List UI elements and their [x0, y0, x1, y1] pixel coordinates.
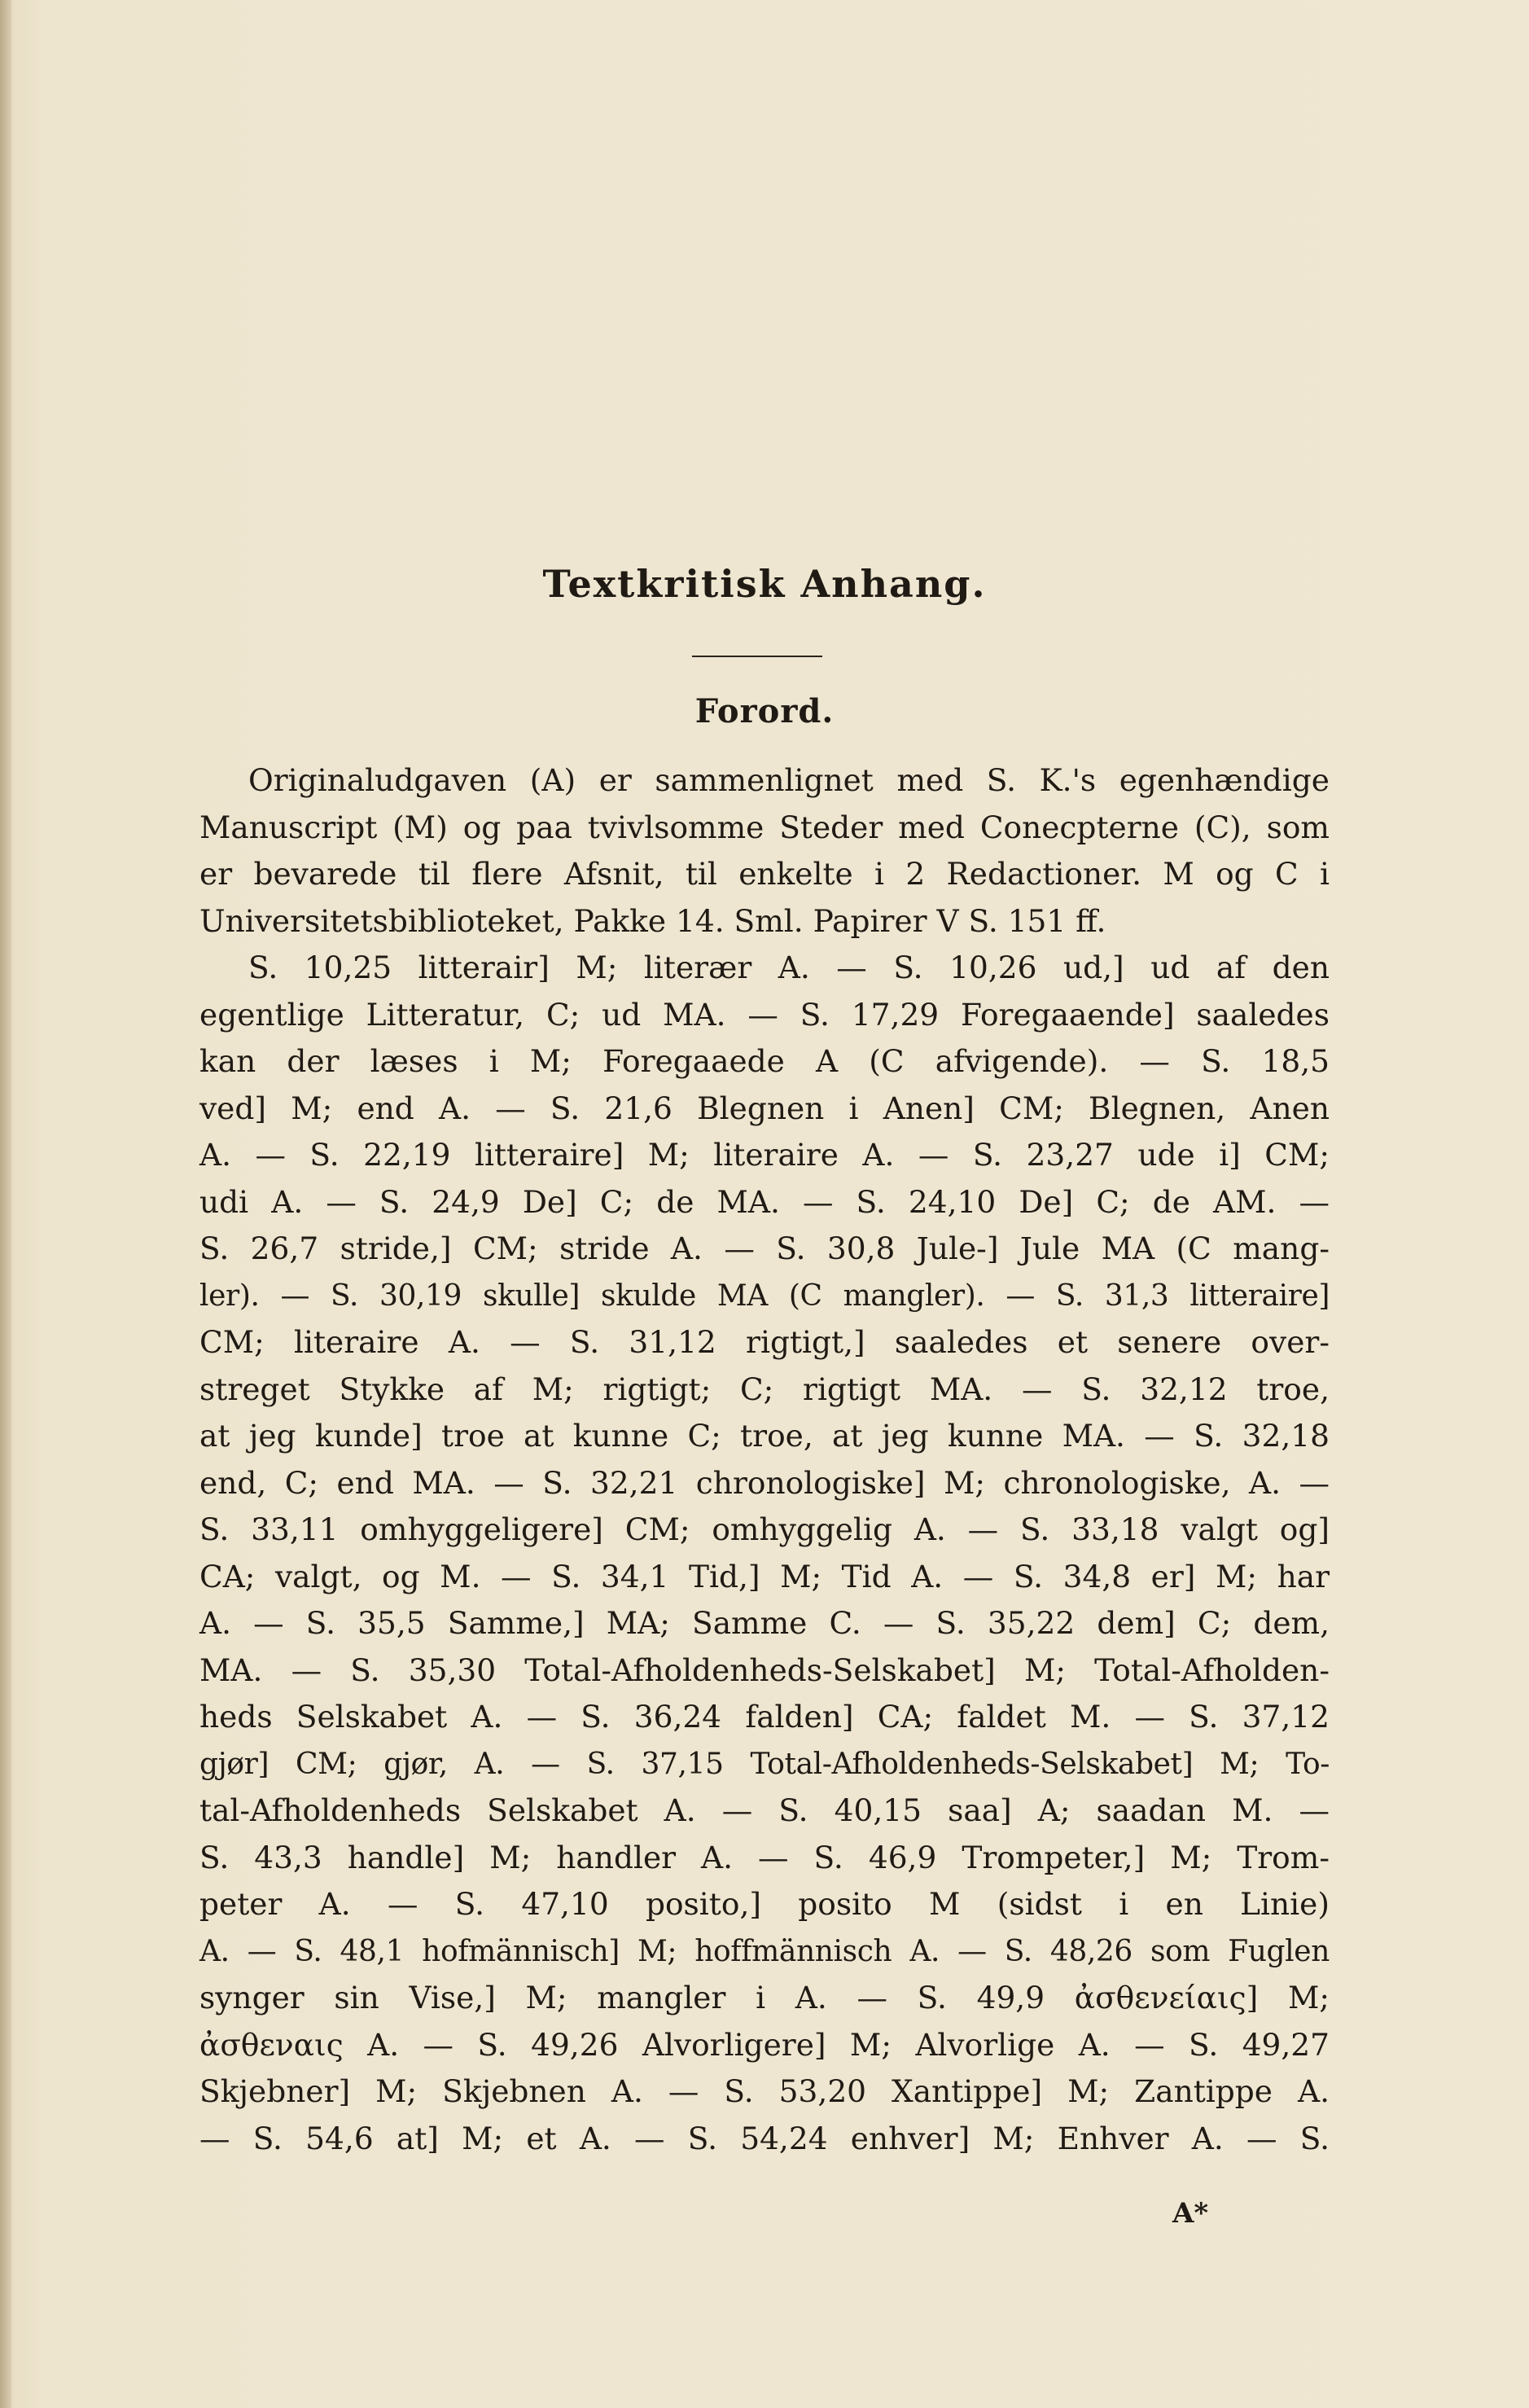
text-line: egentlige Litteratur, C; ud MA. — S. 17,29 Foregaaende] saaledes [199, 996, 1330, 1033]
text-line: kan der læses i M; Foregaaede A (C afvigende). — S. 18,5 [199, 1043, 1330, 1079]
text-line: — S. 54,6 at] M; et A. — S. 54,24 enhver] M; Enhver A. — S. [199, 2120, 1330, 2156]
text-line: at jeg kunde] troe at kunne C; troe, at jeg kunne MA. — S. 32,18 [199, 1418, 1330, 1454]
text-line: peter A. — S. 47,10 posito,] posito M (sidst i en Linie) [199, 1886, 1330, 1922]
text-line: S. 10,25 litterair] M; literær A. — S. 10,26 ud,] ud af den [248, 950, 1330, 985]
text-line: streget Stykke af M; rigtigt; C; rigtigt MA. — S. 32,12 troe, [199, 1371, 1330, 1407]
page-binding-edge [0, 0, 11, 2408]
text-line: Skjebner] M; Skjebnen A. — S. 53,20 Xantippe] M; Zantippe A. [199, 2073, 1330, 2109]
text-line: synger sin Vise,] M; mangler i A. — S. 49,9 ἀσθενείαις] M; [199, 1980, 1330, 2015]
text-line: ved] M; end A. — S. 21,6 Blegnen i Anen] CM; Blegnen, Anen [199, 1090, 1330, 1126]
text-line: MA. — S. 35,30 Total-Afholdenheds-Selskabet] M; Total-Afholden- [199, 1651, 1330, 1688]
text-line: CA; valgt, og M. — S. 34,1 Tid,] M; Tid A. — S. 34,8 er] M; har [199, 1558, 1330, 1594]
text-line: S. 26,7 stride,] CM; stride A. — S. 30,8 Jule-] Jule MA (C mang- [199, 1230, 1330, 1266]
text-line: Originaludgaven (A) er sammenlignet med S. K.'s egenhændige [248, 762, 1330, 798]
text-line: A. — S. 35,5 Samme,] MA; Samme C. — S. 35,22 dem] C; dem, [199, 1605, 1330, 1641]
text-line: end, C; end MA. — S. 32,21 chronologiske] M; chronologiske, A. — [199, 1464, 1330, 1501]
text-line: S. 33,11 omhyggeligere] CM; omhyggelig A. — S. 33,18 valgt og] [199, 1511, 1330, 1547]
page-title: Textkritisk Anhang. [542, 562, 987, 606]
text-line: gjør] CM; gjør, A. — S. 37,15 Total-Afholdenheds-Selskabet] M; To- [199, 1747, 1330, 1781]
text-line: S. 43,3 handle] M; handler A. — S. 46,9 Trompeter,] M; Trom- [199, 1839, 1330, 1875]
text-line: udi A. — S. 24,9 De] C; de MA. — S. 24,10 De] C; de AM. — [199, 1183, 1330, 1220]
text-line: CM; literaire A. — S. 31,12 rigtigt,] saaledes et senere over- [199, 1324, 1330, 1360]
text-line: Universitetsbiblioteket, Pakke 14. Sml. Papirer V S. 151 ff. [199, 902, 1106, 939]
text-line: tal-Afholdenheds Selskabet A. — S. 40,15 saa] A; saadan M. — [199, 1792, 1330, 1828]
signature-mark: A* [1172, 2197, 1209, 2230]
text-line: ler). — S. 30,19 skulle] skulde MA (C mangler). — S. 31,3 litteraire] [199, 1279, 1330, 1313]
text-line: er bevarede til flere Afsnit, til enkelte i 2 Redactioner. M og C i [199, 856, 1330, 892]
title-divider [692, 656, 822, 657]
section-heading: Forord. [694, 692, 835, 730]
text-line: heds Selskabet A. — S. 36,24 falden] CA; faldet M. — S. 37,12 [199, 1699, 1330, 1735]
text-line: A. — S. 48,1 hofmännisch] M; hoffmännisch A. — S. 48,26 som Fuglen [199, 1934, 1330, 1968]
text-line: A. — S. 22,19 litteraire] M; literaire A. — S. 23,27 ude i] CM; [199, 1137, 1330, 1173]
body-text [199, 757, 1330, 2162]
text-line: Manuscript (M) og paa tvivlsomme Steder med Conecpterne (C), som [199, 809, 1330, 845]
text-line: ἀσθεναις A. — S. 49,26 Alvorligere] M; Alvorlige A. — S. 49,27 [199, 2026, 1330, 2063]
